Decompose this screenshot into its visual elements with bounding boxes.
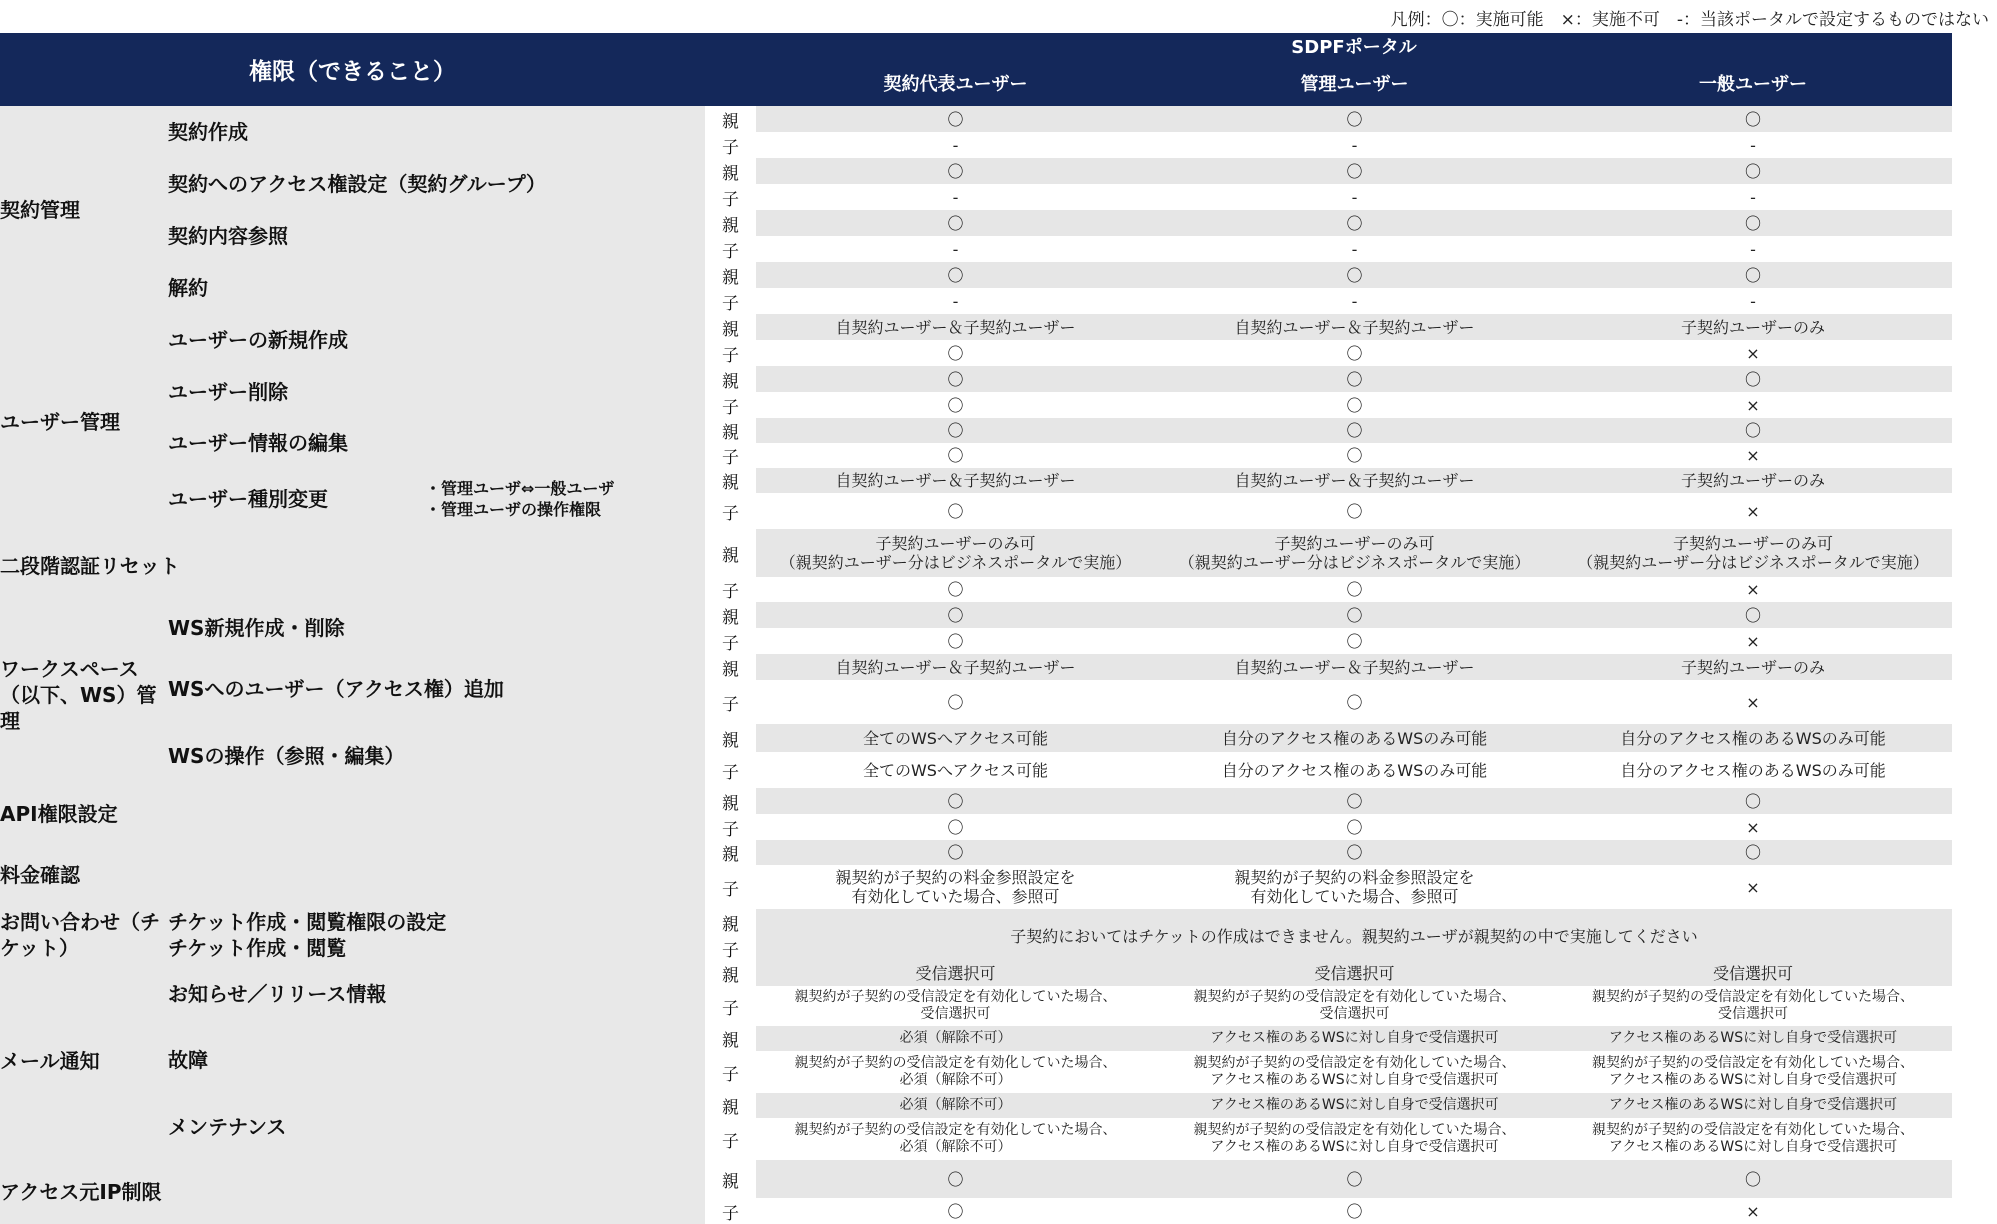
item-label: 契約作成 bbox=[168, 106, 705, 158]
table-cell: 親契約が子契約の受信設定を有効化していた場合、 アクセス権のあるWSに対し自身で受信選択可 bbox=[1155, 1051, 1554, 1093]
header-title: 権限（できること） bbox=[0, 33, 705, 106]
child-label: 子 bbox=[705, 288, 756, 314]
table-cell: 必須（解除不可） bbox=[756, 1093, 1155, 1118]
item-label: WSへのユーザー（アクセス権）追加 bbox=[168, 654, 705, 724]
child-label: 子 bbox=[705, 628, 756, 654]
child-label: 子 bbox=[705, 340, 756, 366]
table-cell: 〇 bbox=[1155, 366, 1554, 392]
table-cell: - bbox=[1554, 184, 1952, 210]
header-portal: SDPFポータル bbox=[756, 33, 1952, 59]
table-cell: 〇 bbox=[756, 628, 1155, 654]
table-cell: 親契約が子契約の受信設定を有効化していた場合、 受信選択可 bbox=[756, 986, 1155, 1026]
table-cell: 自分のアクセス権のあるWSのみ可能 bbox=[1554, 724, 1952, 752]
table-cell: 〇 bbox=[1155, 392, 1554, 418]
table-cell: 〇 bbox=[756, 814, 1155, 840]
table-cell: 〇 bbox=[756, 210, 1155, 236]
table-cell: 〇 bbox=[1155, 158, 1554, 184]
table-cell: × bbox=[1554, 493, 1952, 529]
table-cell: 〇 bbox=[1155, 340, 1554, 366]
table-cell: × bbox=[1554, 628, 1952, 654]
child-label: 子 bbox=[705, 184, 756, 210]
table-cell: 〇 bbox=[1155, 418, 1554, 443]
parent-label: 親 bbox=[705, 602, 756, 628]
child-label: 子 bbox=[705, 1198, 756, 1224]
child-label: 子 bbox=[705, 1118, 756, 1160]
category-label: メール通知 bbox=[0, 961, 168, 1160]
parent-label: 親 bbox=[705, 529, 756, 577]
table-cell: × bbox=[1554, 340, 1952, 366]
table-cell: × bbox=[1554, 1198, 1952, 1224]
parent-label: 親 bbox=[705, 788, 756, 814]
table-cell: - bbox=[1155, 236, 1554, 262]
table-cell: - bbox=[1155, 184, 1554, 210]
table-cell: 〇 bbox=[1155, 602, 1554, 628]
table-cell: 〇 bbox=[1554, 602, 1952, 628]
column-header: 一般ユーザー bbox=[1554, 59, 1952, 106]
table-cell: 親契約が子契約の受信設定を有効化していた場合、 受信選択可 bbox=[1155, 986, 1554, 1026]
table-cell: 〇 bbox=[1155, 210, 1554, 236]
item-label: チケット作成・閲覧 bbox=[168, 935, 705, 961]
child-label: 子 bbox=[705, 493, 756, 529]
table-cell: - bbox=[1155, 132, 1554, 158]
table-cell: 〇 bbox=[756, 340, 1155, 366]
table-cell: 〇 bbox=[756, 493, 1155, 529]
category-label: ユーザー管理 bbox=[0, 314, 168, 529]
item-label: ユーザー情報の編集 bbox=[168, 418, 705, 468]
table-cell: 親契約が子契約の受信設定を有効化していた場合、 受信選択可 bbox=[1554, 986, 1952, 1026]
table-cell: 〇 bbox=[1554, 418, 1952, 443]
table-cell: 自契約ユーザー＆子契約ユーザー bbox=[756, 654, 1155, 680]
table-cell: アクセス権のあるWSに対し自身で受信選択可 bbox=[1554, 1026, 1952, 1051]
item-label: チケット作成・閲覧権限の設定 bbox=[168, 909, 705, 935]
item-note: ・管理ユーザ⇔一般ユーザ ・管理ユーザの操作権限 bbox=[425, 468, 705, 529]
table-cell: 自分のアクセス権のあるWSのみ可能 bbox=[1155, 752, 1554, 788]
parent-label: 親 bbox=[705, 654, 756, 680]
parent-label: 親 bbox=[705, 210, 756, 236]
table-cell: 〇 bbox=[756, 1160, 1155, 1198]
table-cell: 〇 bbox=[1554, 840, 1952, 865]
table-cell: 〇 bbox=[1155, 443, 1554, 468]
table-cell: 親契約が子契約の受信設定を有効化していた場合、 必須（解除不可） bbox=[756, 1118, 1155, 1160]
table-cell: 子契約ユーザーのみ bbox=[1554, 654, 1952, 680]
child-label: 子 bbox=[705, 236, 756, 262]
table-cell: × bbox=[1554, 680, 1952, 724]
table-cell: 〇 bbox=[756, 840, 1155, 865]
legend: 凡例：〇：実施可能 ×：実施不可 -：当該ポータルで設定するものではない bbox=[1390, 10, 1989, 30]
category-label: API権限設定 bbox=[0, 788, 705, 840]
table-cell: 必須（解除不可） bbox=[756, 1026, 1155, 1051]
table-cell: 自契約ユーザー＆子契約ユーザー bbox=[1155, 314, 1554, 340]
table-cell: 子契約ユーザーのみ bbox=[1554, 314, 1952, 340]
table-cell: - bbox=[1155, 288, 1554, 314]
merged-note: 子契約においてはチケットの作成はできません。親契約ユーザが親契約の中で実施してください bbox=[756, 909, 1952, 961]
table-cell: - bbox=[756, 132, 1155, 158]
table-cell: 子契約ユーザーのみ可 （親契約ユーザー分はビジネスポータルで実施） bbox=[1155, 529, 1554, 577]
table-cell: 〇 bbox=[756, 602, 1155, 628]
parent-label: 親 bbox=[705, 418, 756, 443]
table-cell: 〇 bbox=[756, 1198, 1155, 1224]
table-cell: 親契約が子契約の受信設定を有効化していた場合、 必須（解除不可） bbox=[756, 1051, 1155, 1093]
permission-table bbox=[0, 33, 1952, 1224]
table-cell: × bbox=[1554, 814, 1952, 840]
child-label: 子 bbox=[705, 865, 756, 909]
table-cell: 受信選択可 bbox=[1155, 961, 1554, 986]
table-cell: 〇 bbox=[1155, 840, 1554, 865]
table-cell: 〇 bbox=[1554, 262, 1952, 288]
table-cell: 親契約が子契約の受信設定を有効化していた場合、 アクセス権のあるWSに対し自身で受信選択可 bbox=[1554, 1051, 1952, 1093]
table-cell: 〇 bbox=[1155, 577, 1554, 602]
table-cell: 子契約ユーザーのみ可 （親契約ユーザー分はビジネスポータルで実施） bbox=[756, 529, 1155, 577]
parent-label: 親 bbox=[705, 314, 756, 340]
table-cell: 自分のアクセス権のあるWSのみ可能 bbox=[1155, 724, 1554, 752]
parent-label: 親 bbox=[705, 366, 756, 392]
child-label: 子 bbox=[705, 814, 756, 840]
table-cell: アクセス権のあるWSに対し自身で受信選択可 bbox=[1155, 1093, 1554, 1118]
item-label: 契約内容参照 bbox=[168, 210, 705, 262]
parent-label: 親 bbox=[705, 106, 756, 132]
parent-label: 親 bbox=[705, 1160, 756, 1198]
item-label: 故障 bbox=[168, 1026, 705, 1093]
table-cell: - bbox=[756, 288, 1155, 314]
child-label: 子 bbox=[705, 986, 756, 1026]
table-cell: 子契約ユーザーのみ bbox=[1554, 468, 1952, 493]
table-cell: 全てのWSへアクセス可能 bbox=[756, 752, 1155, 788]
table-cell: 子契約ユーザーのみ可 （親契約ユーザー分はビジネスポータルで実施） bbox=[1554, 529, 1952, 577]
table-cell: 自分のアクセス権のあるWSのみ可能 bbox=[1554, 752, 1952, 788]
table-cell: 〇 bbox=[756, 418, 1155, 443]
table-cell: × bbox=[1554, 577, 1952, 602]
item-label: 契約へのアクセス権設定（契約グループ） bbox=[168, 158, 705, 210]
table-cell: 〇 bbox=[1155, 628, 1554, 654]
child-label: 子 bbox=[705, 752, 756, 788]
item-label: ユーザー種別変更 bbox=[168, 468, 425, 529]
table-cell: 〇 bbox=[1155, 493, 1554, 529]
table-cell: 〇 bbox=[1554, 366, 1952, 392]
table-cell: 受信選択可 bbox=[1554, 961, 1952, 986]
header-blank bbox=[705, 33, 756, 106]
table-cell: 〇 bbox=[1155, 262, 1554, 288]
table-cell: - bbox=[1554, 132, 1952, 158]
table-cell: 自契約ユーザー＆子契約ユーザー bbox=[756, 314, 1155, 340]
table-cell: 〇 bbox=[1554, 158, 1952, 184]
category-label: 契約管理 bbox=[0, 106, 168, 314]
table-cell: 〇 bbox=[1554, 788, 1952, 814]
child-label: 子 bbox=[705, 1051, 756, 1093]
category-label: ワークスペース（以下、WS）管理 bbox=[0, 602, 168, 788]
table-cell: 〇 bbox=[756, 788, 1155, 814]
table-cell: 全てのWSへアクセス可能 bbox=[756, 724, 1155, 752]
parent-label: 親 bbox=[705, 158, 756, 184]
table-cell: 〇 bbox=[1155, 814, 1554, 840]
parent-label: 親 bbox=[705, 1026, 756, 1051]
parent-label: 親 bbox=[705, 909, 756, 935]
table-cell: - bbox=[756, 184, 1155, 210]
table-cell: 〇 bbox=[756, 392, 1155, 418]
table-cell: 〇 bbox=[756, 158, 1155, 184]
column-header: 契約代表ユーザー bbox=[756, 59, 1155, 106]
child-label: 子 bbox=[705, 577, 756, 602]
table-cell: 〇 bbox=[1155, 106, 1554, 132]
table-cell: 〇 bbox=[1554, 210, 1952, 236]
table-cell: 〇 bbox=[756, 443, 1155, 468]
table-cell: - bbox=[756, 236, 1155, 262]
table-cell: 〇 bbox=[1155, 1198, 1554, 1224]
table-cell: 自契約ユーザー＆子契約ユーザー bbox=[1155, 468, 1554, 493]
table-cell: × bbox=[1554, 392, 1952, 418]
item-label: ユーザー削除 bbox=[168, 366, 705, 418]
table-cell: × bbox=[1554, 443, 1952, 468]
category-label: アクセス元IP制限 bbox=[0, 1160, 705, 1224]
parent-label: 親 bbox=[705, 840, 756, 865]
table-cell: 〇 bbox=[756, 262, 1155, 288]
table-cell: 親契約が子契約の料金参照設定を 有効化していた場合、参照可 bbox=[756, 865, 1155, 909]
parent-label: 親 bbox=[705, 468, 756, 493]
table-cell: 親契約が子契約の受信設定を有効化していた場合、 アクセス権のあるWSに対し自身で受信選択可 bbox=[1554, 1118, 1952, 1160]
table-cell: - bbox=[1554, 236, 1952, 262]
table-cell: 〇 bbox=[1155, 680, 1554, 724]
table-cell: 〇 bbox=[756, 680, 1155, 724]
table-body bbox=[0, 106, 1952, 1224]
parent-label: 親 bbox=[705, 1093, 756, 1118]
item-label: 解約 bbox=[168, 262, 705, 314]
table-cell: 〇 bbox=[756, 577, 1155, 602]
table-cell: 〇 bbox=[1155, 1160, 1554, 1198]
item-label: ユーザーの新規作成 bbox=[168, 314, 705, 366]
table-cell: × bbox=[1554, 865, 1952, 909]
child-label: 子 bbox=[705, 443, 756, 468]
child-label: 子 bbox=[705, 392, 756, 418]
table-cell: 〇 bbox=[1155, 788, 1554, 814]
category-label: 料金確認 bbox=[0, 840, 705, 909]
table-cell: - bbox=[1554, 288, 1952, 314]
category-label: お問い合わせ（チケット） bbox=[0, 909, 168, 961]
table-cell: 親契約が子契約の受信設定を有効化していた場合、 アクセス権のあるWSに対し自身で受信選択可 bbox=[1155, 1118, 1554, 1160]
category-label: 二段階認証リセット bbox=[0, 529, 705, 602]
table-cell: アクセス権のあるWSに対し自身で受信選択可 bbox=[1155, 1026, 1554, 1051]
table-cell: 〇 bbox=[1554, 106, 1952, 132]
table-cell: 自契約ユーザー＆子契約ユーザー bbox=[756, 468, 1155, 493]
table-cell: 親契約が子契約の料金参照設定を 有効化していた場合、参照可 bbox=[1155, 865, 1554, 909]
child-label: 子 bbox=[705, 680, 756, 724]
table-cell: 受信選択可 bbox=[756, 961, 1155, 986]
child-label: 子 bbox=[705, 132, 756, 158]
child-label: 子 bbox=[705, 935, 756, 961]
item-label: メンテナンス bbox=[168, 1093, 705, 1160]
parent-label: 親 bbox=[705, 961, 756, 986]
parent-label: 親 bbox=[705, 724, 756, 752]
table-cell: 〇 bbox=[756, 366, 1155, 392]
column-header: 管理ユーザー bbox=[1155, 59, 1554, 106]
item-label: お知らせ／リリース情報 bbox=[168, 961, 705, 1026]
parent-label: 親 bbox=[705, 262, 756, 288]
table-cell: アクセス権のあるWSに対し自身で受信選択可 bbox=[1554, 1093, 1952, 1118]
table-cell: 自契約ユーザー＆子契約ユーザー bbox=[1155, 654, 1554, 680]
item-label: WSの操作（参照・編集） bbox=[168, 724, 705, 788]
table-cell: 〇 bbox=[1554, 1160, 1952, 1198]
table-cell: 〇 bbox=[756, 106, 1155, 132]
item-label: WS新規作成・削除 bbox=[168, 602, 705, 654]
